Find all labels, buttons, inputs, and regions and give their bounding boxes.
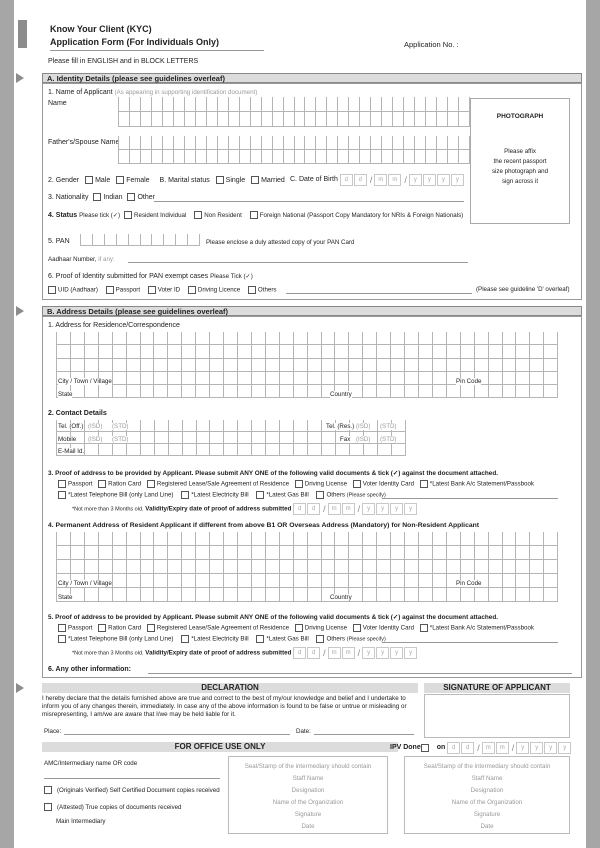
poi-others-checkbox[interactable] [248,286,256,294]
poi-note: (Please see guideline 'D' overleaf) [476,286,570,293]
poa2-validity-note: *Not more than 3 Months old. [72,650,144,657]
ipv-month-2[interactable]: m [496,742,509,754]
poa2-others-hint: (Please specify) [346,636,386,643]
poa2-validity-row [72,647,418,659]
poa2-validity-month-2[interactable]: m [342,647,355,659]
poa2-validity-year-2[interactable]: y [376,647,389,659]
amc-label: AMC/Intermediary name OR code [44,760,138,767]
stamp2-line-3: Designation [470,787,504,794]
photo-instruction-2: the recent passport [493,158,547,165]
poi-passport-label: Passport [115,286,141,294]
poa2-electricity-checkbox[interactable] [181,635,189,643]
poi-label: 6. Proof of Identity submitted for PAN exempt cases [48,273,209,280]
poi-driving-checkbox[interactable] [188,286,196,294]
poa2-ration-checkbox[interactable] [98,624,106,632]
section-b-arrow [16,306,24,316]
section-a-arrow [16,73,24,83]
poa2-validity-label: Validity/Expiry date of proof of address submitted [145,649,292,657]
poa-validity-year-3[interactable]: y [390,503,403,515]
poa-passport-label: Passport [68,480,93,488]
poa2-telephone-checkbox[interactable] [58,635,66,643]
poa-options-row2 [58,491,386,500]
poi-options-row [48,286,277,294]
marital-status-label: B. Marital status [159,176,210,184]
permanent-address-grid[interactable] [56,532,558,574]
name-of-applicant-label [48,89,257,97]
poa2-voter-checkbox[interactable] [353,624,361,632]
ipv-on-label: on [436,744,446,751]
poi-row [48,273,253,281]
instruction-text: Please fill in ENGLISH and in BLOCK LETTERS [48,58,199,65]
dob-month-1[interactable]: m [374,174,387,186]
marital-married-label: Married [261,176,285,184]
residence-address-grid[interactable] [56,332,558,372]
poa-gas-label: *Latest Gas Bill [266,491,309,499]
dob-year-4[interactable]: y [451,174,464,186]
residence-city-label: City / Town / Village [58,378,112,385]
name-label: 1. Name of Applicant [48,89,113,96]
kyc-form-sheet [14,0,586,848]
poa2-others-line[interactable] [382,642,558,643]
nationality-other-label: Other [137,193,155,201]
ipv-year-3[interactable]: y [544,742,557,754]
poi-driving-label: Driving Licence [197,286,241,294]
nationality-other-line[interactable] [154,201,464,202]
poa-label: 3. Proof of address to be provided by Applicant. Please submit ANY ONE of the following valid documents & tick (✓) against the document attached. [48,470,499,477]
poa-validity-day-1[interactable]: d [293,503,306,515]
poa-gas-checkbox[interactable] [256,491,264,499]
nationality-indian-label: Indian [103,193,123,201]
mobile-std: (STD) [112,436,129,443]
poa-bank-checkbox[interactable] [420,480,428,488]
poa2-bank-checkbox[interactable] [420,624,428,632]
father-spouse-label: Father's/Spouse Name [48,139,120,146]
title-underline [50,50,264,51]
poa2-options-row1 [58,624,534,632]
stamp2-line-6: Date [480,823,494,830]
tel-office-isd: (ISD) [88,423,103,430]
signature-heading: SIGNATURE OF APPLICANT [424,683,570,693]
dob-row [290,174,465,186]
originals-row [44,786,220,794]
stamp1-line-3: Designation [291,787,325,794]
office-use-heading: FOR OFFICE USE ONLY [42,742,398,752]
ipv-label: IPV Done [390,744,421,751]
residence-address-label: 1. Address for Residence/Correspondence [48,322,180,329]
poa-electricity-label: *Latest Electricity Bill [191,491,249,499]
poa-validity-year-4[interactable]: y [404,503,417,515]
mobile-isd: (ISD) [88,436,103,443]
fax-isd: (ISD) [356,436,371,443]
photo-instruction-1: Please affix [504,148,536,155]
dob-year-1[interactable]: y [409,174,422,186]
gender-row [48,176,285,185]
poa2-driving-label: Driving License [304,624,348,632]
permanent-address-label: 4. Permanent Address of Resident Applicant if different from above B1 OR Overseas Address (Mandatory) for Non-Resident Applicant [48,522,480,529]
poa-validity-note: *Not more than 3 Months old. [72,506,144,513]
marital-single-label: Single [225,176,246,184]
status-resident-label: Resident Individual [134,211,187,219]
poa-others-checkbox[interactable] [316,491,324,499]
poa2-electricity-label: *Latest Electricity Bill [191,635,249,643]
poa2-options-row2 [58,635,386,644]
father-name-input-grid[interactable] [118,136,470,164]
poa2-voter-label: Voter Identity Card [362,624,415,632]
main-intermediary-label: Main Intermediary [56,818,106,825]
tel-office-std: (STD) [112,423,129,430]
gender-female-label: Female [126,176,150,184]
dob-slash-2: / [404,175,407,185]
poa-ration-checkbox[interactable] [98,480,106,488]
poi-uid-checkbox[interactable] [48,286,56,294]
stamp2-line-1: Seal/Stamp of the intermediary should contain [423,763,551,770]
status-nonresident-checkbox[interactable] [194,211,202,219]
ipv-slash-2: / [511,743,515,753]
poa2-ration-label: Ration Card [108,624,142,632]
poa2-gas-checkbox[interactable] [256,635,264,643]
permanent-country-label: Country [330,594,352,601]
name-sub-label: Name [48,100,67,107]
status-row [48,211,463,220]
poa-voter-label: Voter Identity Card [362,480,415,488]
photo-instruction-4: sign across it [501,178,539,185]
pan-note: Please enclose a duly attested copy of your PAN Card [206,239,355,246]
declaration-date-line[interactable] [314,734,414,735]
dob-day-2[interactable]: d [354,174,367,186]
status-resident-checkbox[interactable] [124,211,132,219]
poa-electricity-checkbox[interactable] [181,491,189,499]
ipv-year-1[interactable]: y [516,742,529,754]
tel-res-std: (STD) [380,423,397,430]
stamp1-line-4: Name of the Organization [272,799,344,806]
poa-validity-slash-2: / [357,503,361,514]
poa2-lease-label: Registered Lease/Sale Agreement of Residence [156,624,290,632]
dob-day-1[interactable]: d [340,174,353,186]
nationality-other-checkbox[interactable] [127,193,135,201]
photograph-box[interactable] [470,98,570,224]
nationality-row [48,193,155,202]
poi-voterid-checkbox[interactable] [148,286,156,294]
attested-row [44,803,182,811]
stamp1-line-2: Staff Name [292,775,324,782]
poa-lease-checkbox[interactable] [147,480,155,488]
ipv-day-1[interactable]: d [447,742,460,754]
poa2-validity-year-4[interactable]: y [404,647,417,659]
dob-slash-1: / [369,175,373,185]
ipv-slash-1: / [477,743,480,753]
poa2-validity-month-1[interactable]: m [328,647,341,659]
ipv-year-2[interactable]: y [530,742,543,754]
poa-bank-label: *Latest Bank A/c Statement/Passbook [429,480,534,488]
aadhaar-line[interactable] [128,262,468,263]
status-label: 4. Status [48,211,78,219]
status-foreign-label: Foreign National [259,211,306,219]
poa2-telephone-label: *Latest Telephone Bill (only Land Line) [68,635,174,643]
residence-city-grid[interactable] [56,372,558,398]
poa2-validity-day-2[interactable]: d [307,647,320,659]
poa2-validity-slash-1: / [323,647,326,658]
section-a-heading: A. Identity Details (please see guidelines overleaf) [42,73,582,83]
form-title-line1: Know Your Client (KYC) [50,24,152,34]
poa2-validity-slash-2: / [357,647,361,658]
poa-validity-year-2[interactable]: y [376,503,389,515]
permanent-city-label: City / Town / Village [58,580,112,587]
marital-single-checkbox[interactable] [216,176,224,184]
amc-line[interactable] [44,778,220,779]
stamp-box-1[interactable] [228,756,388,834]
originals-checkbox[interactable] [44,786,52,794]
nationality-label: 3. Nationality [48,193,89,201]
poa-lease-label: Registered Lease/Sale Agreement of Residence [156,480,290,488]
status-nonresident-label: Non Resident [204,211,242,219]
tel-office-label: Tel. (Off.) [58,423,84,430]
poa-validity-year-1[interactable]: y [362,503,375,515]
email-label: E-Mail Id. [58,448,85,455]
residence-state-label: State [58,391,73,398]
fax-std: (STD) [380,436,397,443]
name-input-grid[interactable] [118,97,470,127]
attested-label: (Attested) True copies of documents received [57,803,182,811]
poi-hint: Please Tick (✓) [210,273,253,280]
poa-voter-checkbox[interactable] [353,480,361,488]
gender-female-checkbox[interactable] [116,176,124,184]
residence-country-label: Country [330,391,352,398]
poa2-label: 5. Proof of address to be provided by Applicant. Please submit ANY ONE of the following valid documents & tick (✓) against the document attached. [48,614,499,621]
poi-uid-label: UID (Aadhaar) [58,286,98,294]
ipv-month-1[interactable]: m [482,742,495,754]
contact-details-label: 2. Contact Details [48,410,107,417]
dob-year-2[interactable]: y [423,174,436,186]
poa-validity-month-2[interactable]: m [342,503,355,515]
fax-label: Fax [340,436,351,443]
poi-passport-checkbox[interactable] [106,286,114,294]
tel-res-label: Tel. (Res.) [326,423,355,430]
poa2-bank-label: *Latest Bank A/c Statement/Passbook [429,624,534,632]
poa-options-row1 [58,480,534,488]
poi-voterid-label: Voter ID [157,286,181,294]
ipv-row [390,742,572,754]
mobile-label: Mobile [58,436,77,443]
poi-others-label: Others [257,286,277,294]
status-hint: Please tick (✓) [79,211,121,219]
poa2-others-label: Others [326,635,346,643]
poa-others-hint: (Please specify) [346,492,386,499]
dob-month-2[interactable]: m [388,174,401,186]
stamp1-line-1: Seal/Stamp of the intermediary should contain [244,763,372,770]
permanent-city-grid[interactable] [56,574,558,602]
permanent-pin-label: Pin Code [456,580,482,587]
declaration-arrow [16,683,24,693]
status-foreign-checkbox[interactable] [250,211,258,219]
stamp2-line-4: Name of the Organization [451,799,523,806]
stamp2-line-2: Staff Name [471,775,503,782]
declaration-date-label: Date: [296,728,311,735]
marital-married-checkbox[interactable] [251,176,259,184]
poa2-validity-year-1[interactable]: y [362,647,375,659]
name-hint: (As appearing in supporting identification document) [114,89,258,96]
poa-passport-checkbox[interactable] [58,480,66,488]
permanent-state-label: State [58,594,73,601]
declaration-heading: DECLARATION [42,683,418,693]
dob-year-3[interactable]: y [437,174,450,186]
dob-label: C. Date of Birth [290,176,338,183]
poa-others-line[interactable] [382,498,558,499]
other-info-label: 6. Any other information: [48,666,131,673]
gender-male-checkbox[interactable] [85,176,93,184]
originals-label: (Originals Verified) Self Certified Document copies received [57,786,220,794]
pan-label: 5. PAN [48,238,70,245]
ipv-day-2[interactable]: d [461,742,474,754]
stamp-box-2[interactable] [404,756,570,834]
ipv-done-checkbox[interactable] [421,744,429,752]
pan-input-grid[interactable] [80,234,200,246]
poa2-passport-label: Passport [68,624,93,632]
section-b-heading: B. Address Details (please see guidelines overleaf) [42,306,582,316]
gender-label: 2. Gender [48,176,80,184]
status-note: (Passport Copy Mandatory for NRIs & Foreign Nationals) [307,211,464,219]
aadhaar-row [48,256,115,263]
poa-driving-checkbox[interactable] [295,480,303,488]
poa-validity-row [72,503,418,515]
poa-others-label: Others [326,491,346,499]
poa2-validity-day-1[interactable]: d [293,647,306,659]
photo-instruction-3: size photograph and [491,168,549,175]
poa2-validity-year-3[interactable]: y [390,647,403,659]
poa2-passport-checkbox[interactable] [58,624,66,632]
poa-validity-month-1[interactable]: m [328,503,341,515]
application-no-label: Application No. : [404,40,459,49]
corner-mark [18,20,27,48]
tel-res-isd: (ISD) [356,423,371,430]
nationality-indian-checkbox[interactable] [93,193,101,201]
poa2-lease-checkbox[interactable] [147,624,155,632]
form-title-line2: Application Form (For Individuals Only) [50,37,220,47]
photograph-title: PHOTOGRAPH [496,113,544,120]
poa-telephone-label: *Latest Telephone Bill (only Land Line) [68,491,174,499]
ipv-year-4[interactable]: y [558,742,571,754]
stamp1-line-5: Signature [294,811,322,818]
declaration-text: I hereby declare that the details furnished above are true and correct to the best of my/our knowledge and belief and I undertake to inform you of any changes therein, immediately. In case any of the above information is found to be false or untrue or misleading or misrepresenting, I am/we are aware that I/we may be held liable for it. [42,695,407,718]
residence-pin-label: Pin Code [456,378,482,385]
declaration-place-line[interactable] [64,734,290,735]
stamp2-line-5: Signature [473,811,501,818]
stamp1-line-6: Date [301,823,315,830]
poa2-others-checkbox[interactable] [316,635,324,643]
poa2-gas-label: *Latest Gas Bill [266,635,309,643]
aadhaar-label: Aadhaar Number, [48,256,97,263]
signature-box[interactable] [424,694,570,738]
aadhaar-hint: if any: [98,256,115,263]
declaration-place-label: Place: [44,728,62,735]
gender-male-label: Male [95,176,111,184]
poa-validity-label: Validity/Expiry date of proof of address submitted [145,505,292,513]
other-info-line[interactable] [148,673,572,674]
poa-ration-label: Ration Card [108,480,142,488]
poa-telephone-checkbox[interactable] [58,491,66,499]
poa-validity-slash-1: / [323,503,326,514]
poa-driving-label: Driving License [304,480,348,488]
poa2-driving-checkbox[interactable] [295,624,303,632]
poa-validity-day-2[interactable]: d [307,503,320,515]
poi-others-line[interactable] [286,293,472,294]
attested-checkbox[interactable] [44,803,52,811]
